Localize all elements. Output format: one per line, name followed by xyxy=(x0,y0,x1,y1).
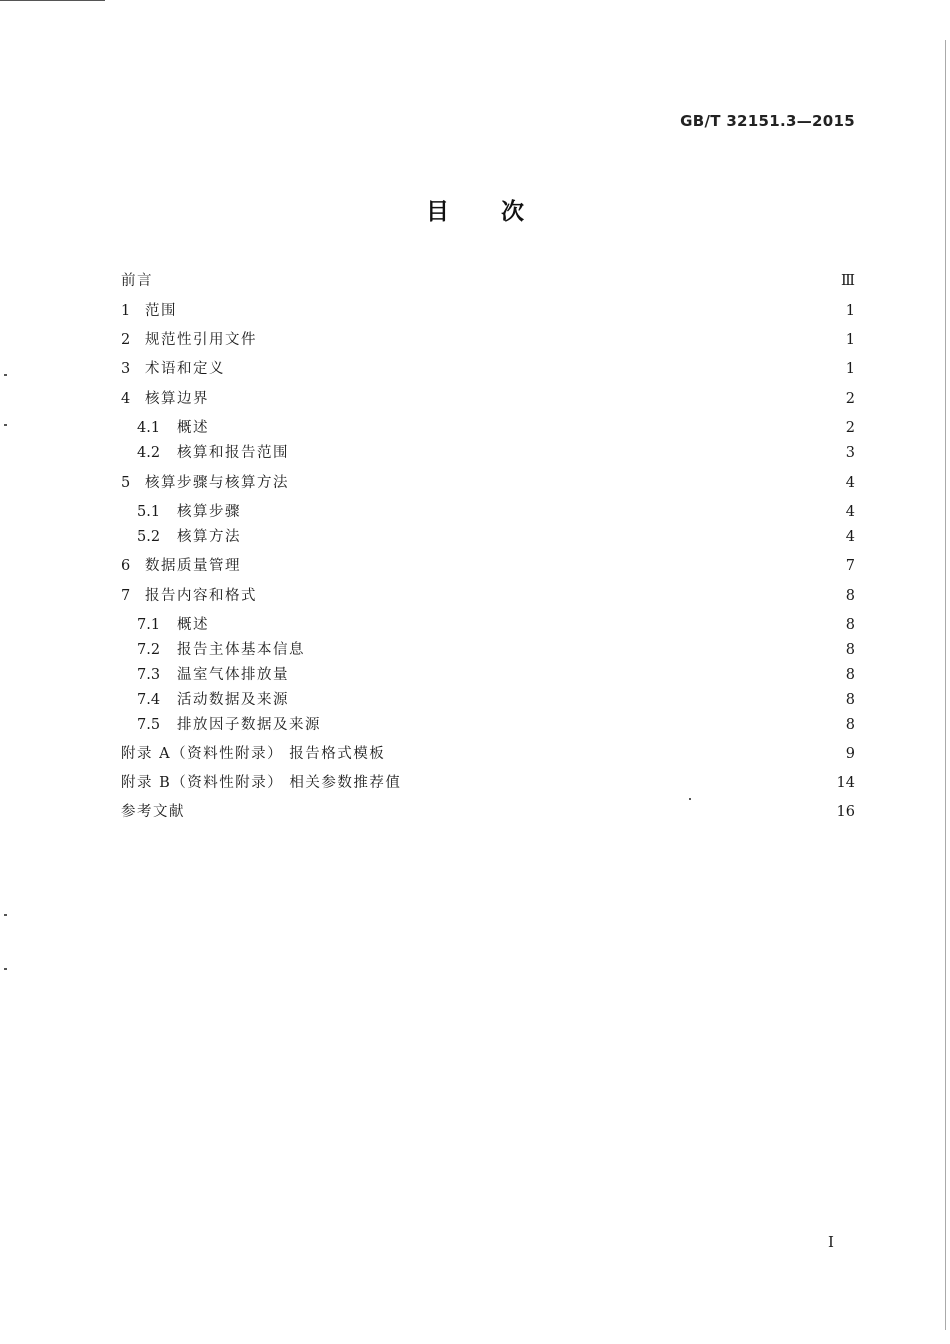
toc-entry[interactable] xyxy=(121,555,855,577)
toc-entry[interactable] xyxy=(121,585,855,607)
toc-entry-page: Ⅲ xyxy=(841,273,855,289)
toc-entry-number: 7.3 xyxy=(137,667,161,683)
toc-entry-title: 参考文献 xyxy=(121,804,185,820)
toc-entry-title: 规范性引用文件 xyxy=(145,332,257,348)
toc-entry[interactable] xyxy=(137,664,855,686)
toc-entry-title: 数据质量管理 xyxy=(145,558,241,574)
dot-leader xyxy=(311,639,840,661)
toc-entry-title: 核算方法 xyxy=(177,529,241,545)
dot-leader xyxy=(247,526,840,548)
toc-entry[interactable] xyxy=(121,358,855,380)
toc-entry-title: 前言 xyxy=(121,273,153,289)
toc-entry-page: 8 xyxy=(845,667,855,683)
toc-entry-page: 4 xyxy=(845,504,855,520)
toc-entry-title: 概述 xyxy=(177,617,209,633)
toc-entry[interactable] xyxy=(121,329,855,351)
toc-entry-title: 报告内容和格式 xyxy=(145,588,257,604)
toc-entry-title: 排放因子数据及来源 xyxy=(177,717,321,733)
toc-entry-number: 5.1 xyxy=(137,504,161,520)
toc-entry-title: 核算步骤与核算方法 xyxy=(145,475,289,491)
toc-entry-title: 范围 xyxy=(145,303,177,319)
toc-entry-number: 6 xyxy=(121,558,131,574)
toc-entry-page: 4 xyxy=(845,475,855,491)
toc-entry-number: 7 xyxy=(121,588,131,604)
toc-entry-page: 8 xyxy=(845,692,855,708)
toc-entry-page: 8 xyxy=(845,617,855,633)
toc-entry-page: 16 xyxy=(836,804,855,820)
dot-leader xyxy=(215,388,840,410)
dot-leader xyxy=(159,270,835,292)
page-number: I xyxy=(828,1233,834,1251)
toc-entry-number: 7.2 xyxy=(137,642,161,658)
dot-leader xyxy=(295,442,840,464)
toc-entry-page: 3 xyxy=(845,445,855,461)
toc-entry-title: 温室气体排放量 xyxy=(177,667,289,683)
toc-entry-number: 2 xyxy=(121,332,131,348)
dot-leader xyxy=(263,329,840,351)
toc-entry-title: 报告主体基本信息 xyxy=(177,642,305,658)
toc-entry-number: 4.1 xyxy=(137,420,161,436)
toc-entry-title: 附录 B（资料性附录） 相关参数推荐值 xyxy=(121,775,402,791)
scan-speck xyxy=(4,374,7,376)
toc-entry-number: 4.2 xyxy=(137,445,161,461)
toc-entry[interactable] xyxy=(137,442,855,464)
toc-entry-title: 核算步骤 xyxy=(177,504,241,520)
toc-entry[interactable] xyxy=(137,501,855,523)
page-title: 目次 xyxy=(426,199,576,225)
scan-speck xyxy=(689,798,691,800)
dot-leader xyxy=(295,664,840,686)
toc-entry[interactable] xyxy=(137,689,855,711)
toc-entry-number: 7.5 xyxy=(137,717,161,733)
scan-speck xyxy=(4,968,7,970)
scan-speck xyxy=(4,914,7,916)
dot-leader xyxy=(391,743,840,765)
toc-entry[interactable] xyxy=(121,772,855,794)
toc-entry[interactable] xyxy=(121,270,855,292)
toc-entry-page: 2 xyxy=(845,420,855,436)
toc-entry-page: 4 xyxy=(845,529,855,545)
dot-leader xyxy=(295,689,840,711)
dot-leader xyxy=(247,555,840,577)
toc-entry-page: 1 xyxy=(845,332,855,348)
toc-entry[interactable] xyxy=(137,614,855,636)
toc-entry-title: 核算边界 xyxy=(145,391,209,407)
toc-entry-number: 5 xyxy=(121,475,131,491)
toc-entry-page: 7 xyxy=(845,558,855,574)
toc-entry[interactable] xyxy=(121,801,855,823)
dot-leader xyxy=(191,801,831,823)
toc-entry[interactable] xyxy=(121,388,855,410)
toc-entry[interactable] xyxy=(137,639,855,661)
toc-entry-title: 附录 A（资料性附录） 报告格式模板 xyxy=(121,746,386,762)
toc-entry-number: 1 xyxy=(121,303,131,319)
dot-leader xyxy=(263,585,840,607)
toc-entry-title: 术语和定义 xyxy=(145,361,225,377)
top-rule xyxy=(0,0,105,1)
toc-entry[interactable] xyxy=(137,417,855,439)
toc-entry-number: 3 xyxy=(121,361,131,377)
dot-leader xyxy=(295,472,840,494)
dot-leader xyxy=(327,714,840,736)
toc-entry-page: 8 xyxy=(845,717,855,733)
dot-leader xyxy=(215,614,840,636)
toc-entry-title: 核算和报告范围 xyxy=(177,445,289,461)
toc-entry-number: 4 xyxy=(121,391,131,407)
toc-entry-number: 5.2 xyxy=(137,529,161,545)
document-code: GB/T 32151.3—2015 xyxy=(680,112,855,130)
dot-leader xyxy=(183,300,840,322)
toc-entry-page: 2 xyxy=(845,391,855,407)
toc-entry-number: 7.4 xyxy=(137,692,161,708)
toc-entry-page: 8 xyxy=(845,642,855,658)
toc-entry-page: 1 xyxy=(845,303,855,319)
toc-entry[interactable] xyxy=(137,526,855,548)
toc-entry-title: 概述 xyxy=(177,420,209,436)
scan-speck xyxy=(4,424,7,426)
toc-entry-page: 1 xyxy=(845,361,855,377)
toc-entry[interactable] xyxy=(121,300,855,322)
dot-leader xyxy=(215,417,840,439)
page-edge-line xyxy=(945,40,946,1330)
toc-entry-page: 8 xyxy=(845,588,855,604)
toc-entry-page: 9 xyxy=(845,746,855,762)
dot-leader xyxy=(407,772,830,794)
dot-leader xyxy=(247,501,840,523)
toc-entry-number: 7.1 xyxy=(137,617,161,633)
dot-leader xyxy=(231,358,840,380)
toc-entry[interactable] xyxy=(137,714,855,736)
toc-entry-page: 14 xyxy=(836,775,855,791)
toc-entry[interactable] xyxy=(121,743,855,765)
toc-entry-title: 活动数据及来源 xyxy=(177,692,289,708)
toc-entry[interactable] xyxy=(121,472,855,494)
